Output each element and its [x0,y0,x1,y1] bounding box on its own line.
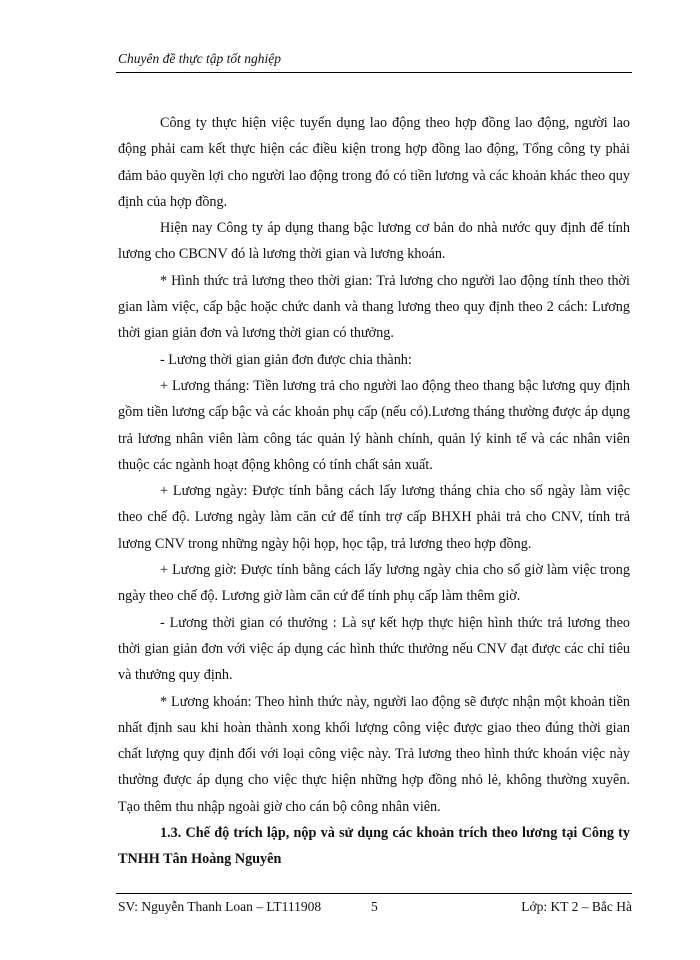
paragraph-monthly-pay: + Lương tháng: Tiền lương trả cho người lao động theo thang bậc lương quy định gồm tiền lương cấp bậc và các khoản phụ cấp (nếu có).Lương tháng thường được áp dụng trả lương nhân viên làm công tác quản lý hành chính, quản lý kinh tế và các nhân viên thuộc các ngành hoạt động không có tính chất sản xuất. [118,377,630,473]
paragraph-daily-pay: + Lương ngày: Được tính bằng cách lấy lương tháng chia cho số ngày làm việc theo chế độ. Lương ngày làm căn cứ để tính trợ cấp BHXH phải trả cho CNV, tính trả lương CNV trong những ngày hội họp, học tập, trả lương theo hợp đồng. [118,483,630,552]
paragraph-time-based-pay: * Hình thức trả lương theo thời gian: Trả lương cho người lao động tính theo thời gian làm việc, cấp bậc hoặc chức danh và thang lương theo quy định theo 2 cách: Lương thời gian giản đơn và lương thời gian có thưởng. [118,272,630,342]
footer-student: SV: Nguyễn Thanh Loan – LT111908 [118,899,322,914]
paragraph-piece-rate-pay: * Lương khoán: Theo hình thức này, người lao động sẽ được nhận một khoản tiền nhất định sau khi hoàn thành xong khối lượng công việc được giao theo đúng thời gian chất lượng quy định đối với loại công việc này. Trả lương theo hình thức khoán việc này thường được áp dụng cho việc thực hiện những hợp đồng nhỏ lẻ, không thường xuyên. Tạo thêm thu nhập ngoài giờ cho cán bộ công nhân viên. [118,693,630,815]
paragraph-salary-scale: Hiện nay Công ty áp dụng thang bậc lương cơ bản do nhà nước quy định để tính lương cho CBCNV đó là lương thời gian và lương khoán. [118,220,630,263]
footer-class: Lớp: KT 2 – Bắc Hà [521,899,632,914]
header-title: Chuyên đề thực tập tốt nghiệp [118,51,281,66]
header-divider [116,72,632,73]
section-heading: 1.3. Chế độ trích lập, nộp và sử dụng các khoản trích theo lương tại Công ty TNHH Tân Hoàng Nguyên [118,825,630,868]
paragraph-simple-time-pay: - Lương thời gian giản đơn được chia thành: [160,351,412,368]
page-number: 5 [371,899,378,914]
footer-divider [116,893,632,894]
paragraph-recruitment: Công ty thực hiện việc tuyển dụng lao động theo hợp đồng lao động, người lao động phải cam kết thực hiện các điều kiện trong hợp đồng lao động, Tổng công ty phải đảm bảo quyền lợi cho người lao động trong đó có tiền lương và các khoản khác theo quy định của hợp đồng. [118,115,630,210]
document-body [118,110,630,873]
paragraph-hourly-pay: + Lương giờ: Được tính bằng cách lấy lương ngày chia cho số giờ làm việc trong ngày theo chế độ. Lương giờ làm căn cứ để tính phụ cấp làm thêm giờ. [118,562,630,605]
paragraph-bonus-time-pay: - Lương thời gian có thưởng : Là sự kết hợp thực hiện hình thức trả lương theo thời gian giản đơn với việc áp dụng các hình thức thưởng nếu CNV đạt được các chỉ tiêu và thưởng quy định. [118,614,630,684]
